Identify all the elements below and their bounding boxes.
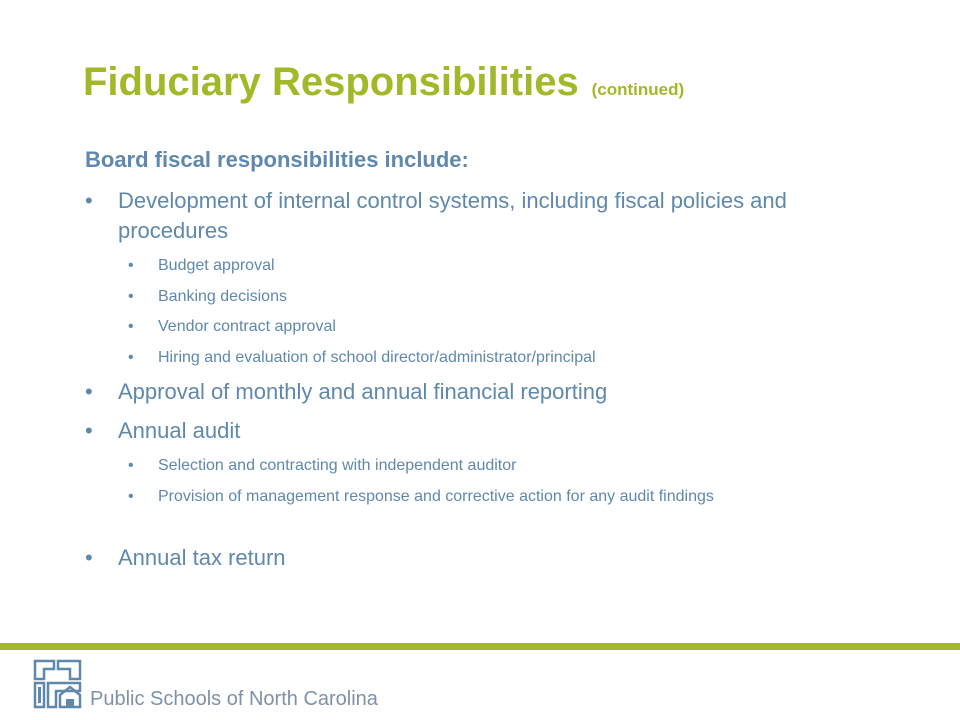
- slide-title-suffix: (continued): [591, 80, 685, 99]
- sub-bullet-item: [128, 286, 858, 308]
- bullet-text: Banking decisions: [158, 288, 287, 305]
- bullet-item: [85, 543, 888, 573]
- bullet-dot: •: [128, 349, 134, 366]
- bullet-dot: •: [85, 545, 93, 570]
- bullet-item: [85, 186, 888, 246]
- bullet-text: Selection and contracting with independent auditor: [158, 457, 517, 474]
- public-schools-nc-logo-icon: [30, 657, 86, 713]
- bullet-text: Budget approval: [158, 257, 275, 274]
- bullet-text: Hiring and evaluation of school director/administrator/principal: [158, 349, 596, 366]
- slide-title-main: Fiduciary Responsibilities: [83, 60, 579, 104]
- bullet-text: Development of internal control systems, including fiscal policies and procedures: [118, 188, 787, 243]
- sub-bullet-item: [128, 486, 858, 508]
- bullet-dot: •: [128, 488, 134, 505]
- bullet-text: Provision of management response and corrective action for any audit findings: [158, 488, 714, 505]
- sub-bullet-item: [128, 316, 858, 338]
- bullet-dot: •: [128, 257, 134, 274]
- sub-bullet-item: [128, 455, 858, 477]
- slide-title: [83, 60, 684, 104]
- bullet-dot: •: [85, 379, 93, 404]
- footer-divider: [0, 643, 960, 650]
- bullet-dot: •: [128, 318, 134, 335]
- slide-subheading: Board fiscal responsibilities include:: [85, 147, 469, 172]
- bullet-dot: •: [85, 418, 93, 443]
- sub-bullet-item: [128, 347, 858, 369]
- bullet-item: [85, 377, 888, 407]
- bullet-dot: •: [85, 188, 93, 213]
- bullet-text: Annual tax return: [118, 545, 286, 570]
- bullet-dot: •: [128, 457, 134, 474]
- sub-bullet-item: [128, 255, 858, 277]
- bullet-text: Vendor contract approval: [158, 318, 336, 335]
- footer-organization-name: Public Schools of North Carolina: [90, 688, 378, 710]
- bullet-dot: •: [128, 288, 134, 305]
- bullet-item: [85, 416, 888, 446]
- bullet-text: Annual audit: [118, 418, 241, 443]
- bullet-text: Approval of monthly and annual financial reporting: [118, 379, 608, 404]
